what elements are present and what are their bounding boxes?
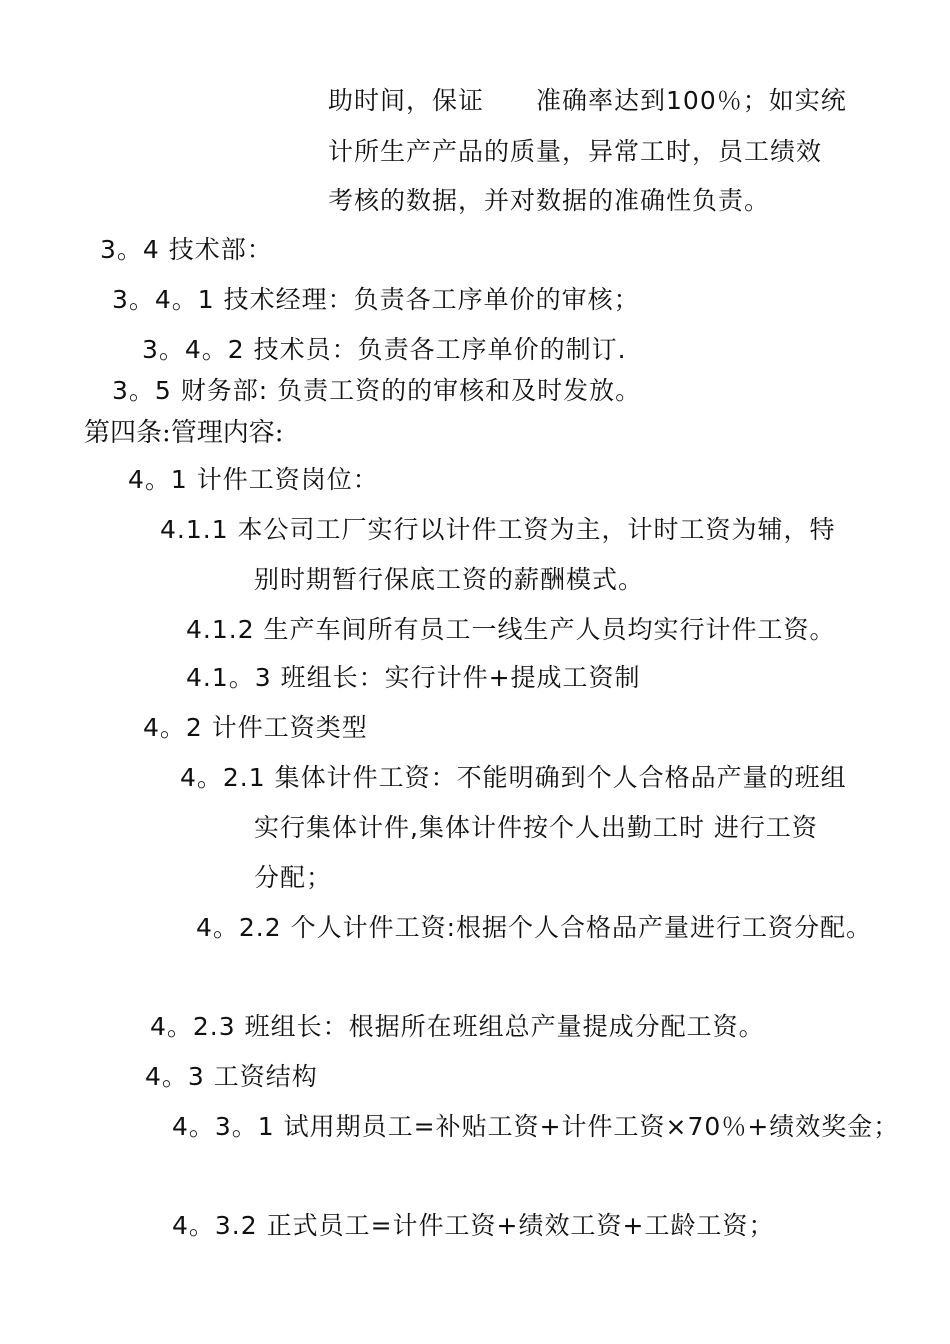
paragraph-line: 4。2.2 个人计件工资:根据个人合格品产量进行工资分配。 <box>196 913 873 942</box>
section-heading: 3。4 技术部： <box>100 235 273 264</box>
paragraph-line: 4.1.1 本公司工厂实行以计件工资为主，计时工资为辅，特 <box>160 515 836 544</box>
paragraph-line: 4。3。1 试用期员工=补贴工资+计件工资×70％+绩效奖金； <box>172 1112 900 1141</box>
paragraph-line: 4.1.2 生产车间所有员工一线生产人员均实行计件工资。 <box>186 615 836 644</box>
article-heading: 第四条:管理内容: <box>84 418 284 448</box>
paragraph-line: 4.1。3 班组长：实行计件+提成工资制 <box>186 663 641 692</box>
section-heading: 4。3 工资结构 <box>145 1062 318 1091</box>
paragraph-line: 3。5 财务部: 负责工资的的审核和及时发放。 <box>112 376 642 405</box>
paragraph-line: 4。2.1 集体计件工资：不能明确到个人合格品产量的班组 <box>180 763 847 792</box>
paragraph-line: 计所生产产品的质量，异常工时，员工绩效 <box>328 137 823 166</box>
paragraph-line: 3。4。1 技术经理：负责各工序单价的审核； <box>112 285 640 314</box>
paragraph-line: 分配； <box>254 863 333 892</box>
paragraph-line: 助时间，保证 准确率达到100％；如实统 <box>328 86 847 115</box>
paragraph-line: 4。3.2 正式员工=计件工资+绩效工资+工龄工资； <box>172 1211 775 1240</box>
section-heading: 4。2 计件工资类型 <box>143 713 368 742</box>
paragraph-line: 3。4。2 技术员：负责各工序单价的制订. <box>142 335 627 364</box>
paragraph-line: 别时期暂行保底工资的薪酬模式。 <box>254 565 645 594</box>
paragraph-line: 4。2.3 班组长：根据所在班组总产量提成分配工资。 <box>150 1012 765 1041</box>
paragraph-line: 考核的数据，并对数据的准确性负责。 <box>328 186 771 215</box>
section-heading: 4。1 计件工资岗位： <box>128 465 379 494</box>
paragraph-line: 实行集体计件,集体计件按个人出勤工时 进行工资 <box>254 813 818 842</box>
